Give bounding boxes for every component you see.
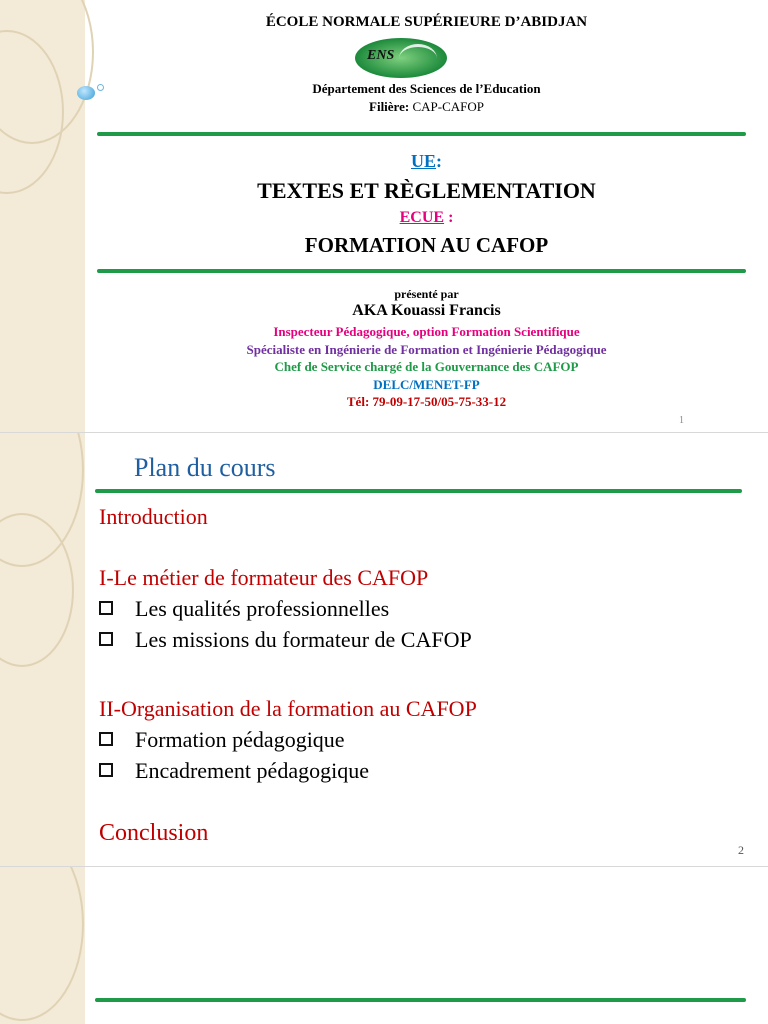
- plan-conclusion: Conclusion: [99, 820, 209, 846]
- plan-item-label: Formation pédagogique: [135, 727, 345, 752]
- author-role-3: Chef de Service chargé de la Gouvernance des CAFOP: [274, 359, 579, 374]
- department: Département des Sciences de l’Education: [312, 81, 541, 96]
- checkbox-icon: [99, 601, 113, 615]
- slide-1: [0, 0, 768, 432]
- slide-3: [0, 867, 768, 1024]
- page-number: 1: [679, 415, 684, 426]
- plan-item-label: Les missions du formateur de CAFOP: [135, 627, 472, 652]
- school-name: ÉCOLE NORMALE SUPÉRIEURE D’ABIDJAN: [265, 14, 588, 30]
- ue-label: UE: [410, 151, 436, 171]
- plan-section-2: II-Organisation de la formation au CAFOP: [99, 696, 477, 721]
- page-number: 2: [738, 843, 744, 857]
- ens-logo: [355, 38, 447, 78]
- author-role-2: Spécialiste en Ingénierie de Formation et Ingénierie Pédagogique: [246, 342, 607, 357]
- plan-section-1: I-Le métier de formateur des CAFOP: [99, 565, 429, 590]
- ecue-label: ECUE: [399, 209, 445, 226]
- ue-title: TEXTES ET RÈGLEMENTATION: [257, 178, 596, 203]
- ecue-heading: [85, 209, 768, 227]
- ue-heading: [85, 151, 768, 172]
- presented-by: présenté par: [394, 287, 459, 301]
- filiere-value: CAP-CAFOP: [409, 99, 484, 114]
- author-role-1: Inspecteur Pédagogique, option Formation Scientifique: [273, 324, 580, 339]
- decorative-sidebar: [0, 0, 85, 432]
- slide-title: Plan du cours: [134, 453, 276, 482]
- author-role-4: DELC/MENET-FP: [373, 377, 480, 392]
- checkbox-icon: [99, 732, 113, 746]
- plan-item: [99, 596, 389, 622]
- deco-ring: [0, 867, 84, 1021]
- logo-swoosh: [399, 44, 437, 73]
- ens-logo-text: ENS: [367, 48, 395, 63]
- plan-item: [99, 758, 369, 784]
- checkbox-icon: [99, 632, 113, 646]
- title-underline: [95, 998, 746, 1002]
- plan-item-label: Les qualités professionnelles: [135, 596, 390, 621]
- author-phone: Tél: 79-09-17-50/05-75-33-12: [346, 394, 507, 409]
- decorative-sidebar: [0, 433, 85, 866]
- divider-top: [97, 132, 746, 136]
- title-underline: [95, 489, 742, 493]
- plan-item-label: Encadrement pédagogique: [135, 758, 369, 783]
- plan-introduction: Introduction: [99, 504, 208, 529]
- plan-item: [99, 627, 472, 653]
- filiere-label: Filière:: [369, 99, 410, 114]
- ecue-colon: :: [444, 209, 454, 226]
- decorative-sidebar: [0, 867, 85, 1024]
- author-name: AKA Kouassi Francis: [352, 302, 501, 319]
- ecue-title: FORMATION AU CAFOP: [304, 233, 549, 257]
- slide-2: [0, 433, 768, 866]
- plan-item: [99, 727, 345, 753]
- ue-colon: :: [436, 151, 442, 171]
- filiere: [85, 99, 768, 115]
- checkbox-icon: [99, 763, 113, 777]
- divider-middle: [97, 269, 746, 273]
